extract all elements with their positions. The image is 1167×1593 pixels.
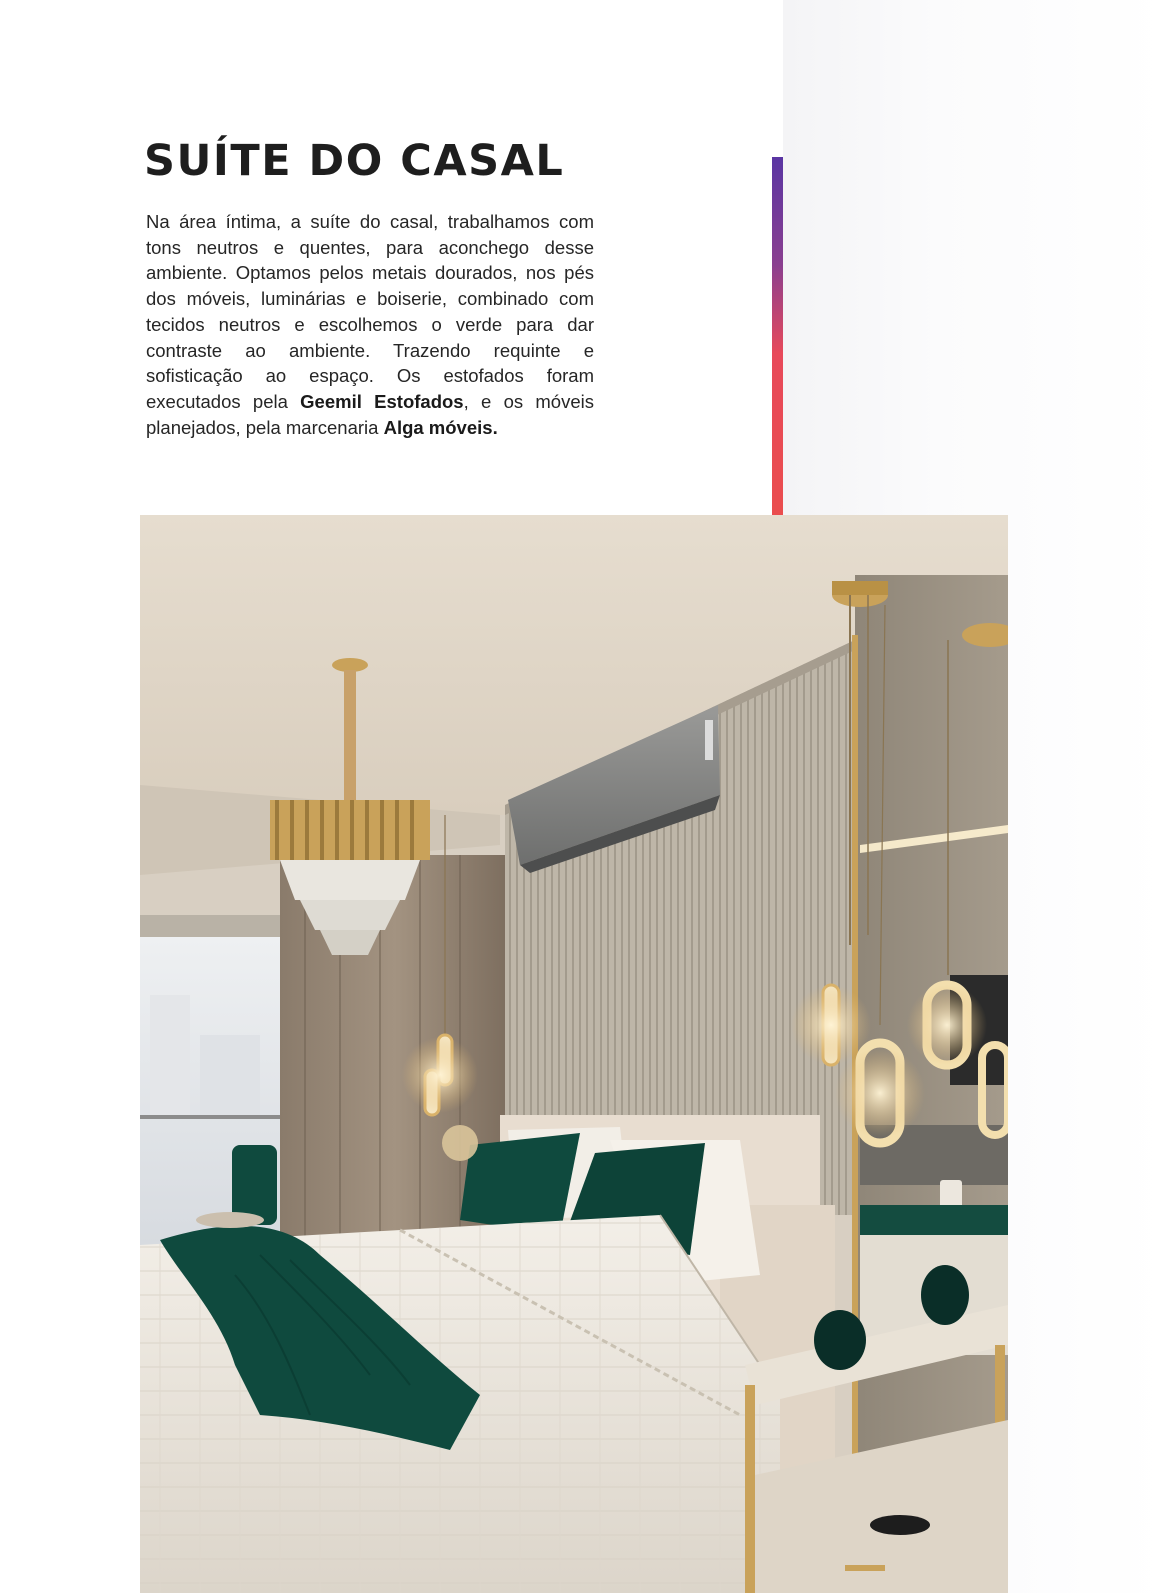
paragraph-text-2: , e os móveis planejados, pela marcenaria (146, 390, 594, 438)
bedroom-photo (140, 515, 1008, 1593)
balcony-rail (140, 1115, 285, 1119)
brand-geemil-estofados: Geemil Estofados (300, 390, 464, 412)
bedroom-illustration (140, 515, 1008, 1593)
side-table (196, 1212, 264, 1228)
paragraph-text-1: Na área íntima, a suíte do casal, trabalhamos com tons neutros e quentes, para aconchego desse ambiente. Optamos pelos metais dourados, nos pés dos móveis, luminárias e boiserie, combinado com tecidos neutros e escolhemos o verde para dar contraste ao ambiente. Trazendo requinte e sofisticação ao espaço. Os estofados foram executados pela (146, 211, 594, 412)
article-paragraph (146, 209, 594, 440)
flower-arrangement (442, 1125, 478, 1161)
distant-building (150, 995, 190, 1115)
distant-building-2 (200, 1035, 260, 1115)
page-title: SUÍTE DO CASAL (144, 136, 565, 186)
window-blind (140, 915, 285, 937)
reflected-throw (860, 1205, 1008, 1235)
accent-gradient-bar (772, 157, 783, 515)
brand-alga-moveis: Alga móveis. (383, 416, 498, 438)
